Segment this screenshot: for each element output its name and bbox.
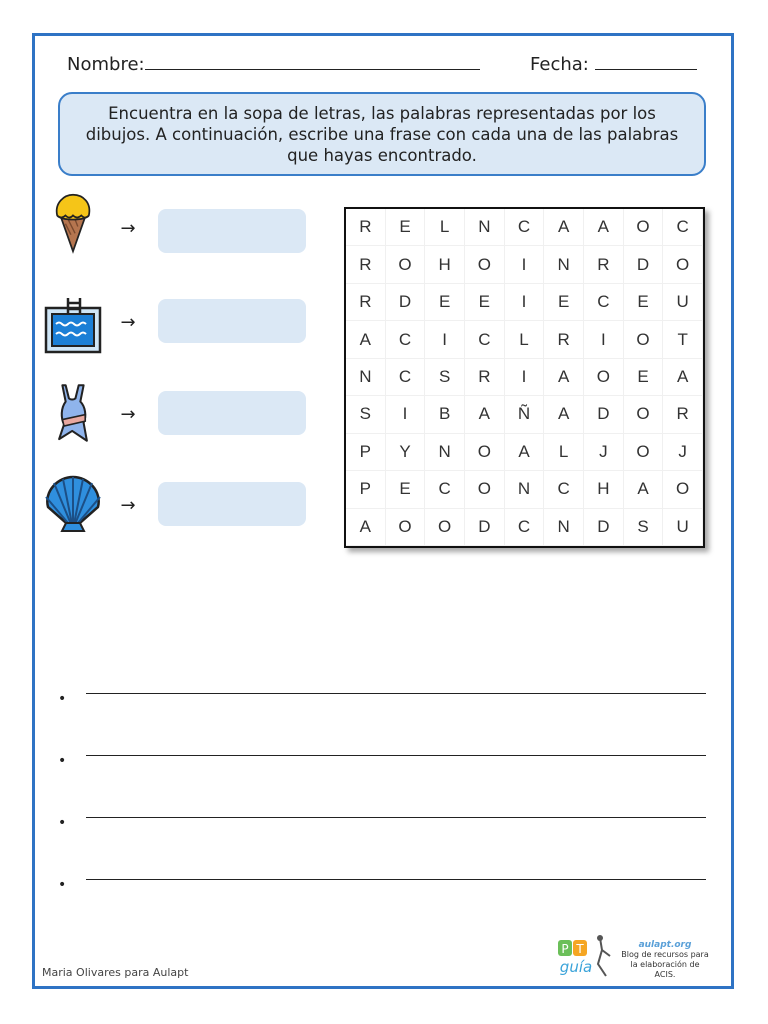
grid-cell[interactable]: R bbox=[584, 246, 624, 283]
logo-caption bbox=[620, 940, 710, 980]
grid-cell[interactable]: L bbox=[425, 209, 465, 246]
grid-cell[interactable]: E bbox=[386, 209, 426, 246]
grid-cell[interactable]: I bbox=[505, 246, 545, 283]
date-line[interactable] bbox=[595, 53, 697, 70]
grid-cell[interactable]: Ñ bbox=[505, 396, 545, 433]
date-field[interactable] bbox=[530, 53, 697, 75]
grid-cell[interactable]: C bbox=[505, 509, 545, 546]
grid-cell[interactable]: S bbox=[425, 359, 465, 396]
sentence-line-4[interactable] bbox=[86, 879, 706, 880]
grid-cell[interactable]: H bbox=[584, 471, 624, 508]
grid-cell[interactable]: J bbox=[663, 434, 703, 471]
grid-cell[interactable]: P bbox=[346, 434, 386, 471]
grid-cell[interactable]: E bbox=[544, 284, 584, 321]
grid-cell[interactable]: L bbox=[544, 434, 584, 471]
svg-text:T: T bbox=[576, 942, 584, 956]
bullet: • bbox=[58, 877, 67, 893]
grid-cell[interactable]: D bbox=[584, 509, 624, 546]
answer-box-3[interactable] bbox=[158, 391, 306, 435]
grid-cell[interactable]: R bbox=[346, 246, 386, 283]
grid-cell[interactable]: I bbox=[584, 321, 624, 358]
grid-cell[interactable]: E bbox=[624, 284, 664, 321]
bullet: • bbox=[58, 753, 67, 769]
grid-cell[interactable]: O bbox=[624, 209, 664, 246]
grid-cell[interactable]: O bbox=[465, 246, 505, 283]
grid-cell[interactable]: E bbox=[465, 284, 505, 321]
grid-cell[interactable]: C bbox=[663, 209, 703, 246]
grid-cell[interactable]: R bbox=[346, 209, 386, 246]
grid-cell[interactable]: R bbox=[465, 359, 505, 396]
grid-cell[interactable]: N bbox=[425, 434, 465, 471]
grid-cell[interactable]: O bbox=[584, 359, 624, 396]
date-label: Fecha: bbox=[530, 54, 589, 75]
grid-cell[interactable]: E bbox=[386, 471, 426, 508]
grid-cell[interactable]: C bbox=[386, 359, 426, 396]
grid-cell[interactable]: O bbox=[624, 396, 664, 433]
grid-cell[interactable]: D bbox=[584, 396, 624, 433]
arrow-icon: → bbox=[120, 404, 136, 425]
grid-cell[interactable]: O bbox=[624, 434, 664, 471]
grid-cell[interactable]: I bbox=[425, 321, 465, 358]
grid-cell[interactable]: E bbox=[624, 359, 664, 396]
grid-cell[interactable]: S bbox=[624, 509, 664, 546]
logo-tagline: Blog de recursos para la elaboración de ACIS. bbox=[621, 950, 709, 979]
answer-box-4[interactable] bbox=[158, 482, 306, 526]
grid-cell[interactable]: D bbox=[624, 246, 664, 283]
grid-cell[interactable]: A bbox=[544, 396, 584, 433]
grid-cell[interactable]: I bbox=[386, 396, 426, 433]
bullet: • bbox=[58, 691, 67, 707]
grid-cell[interactable]: R bbox=[663, 396, 703, 433]
grid-cell[interactable]: N bbox=[544, 509, 584, 546]
grid-cell[interactable]: O bbox=[386, 246, 426, 283]
swimsuit-icon bbox=[42, 382, 104, 444]
grid-cell[interactable]: O bbox=[465, 471, 505, 508]
grid-cell[interactable]: C bbox=[465, 321, 505, 358]
seashell-icon bbox=[42, 473, 104, 535]
grid-cell[interactable]: R bbox=[544, 321, 584, 358]
name-label: Nombre: bbox=[67, 54, 145, 75]
grid-cell[interactable]: A bbox=[663, 359, 703, 396]
sentence-line-2[interactable] bbox=[86, 755, 706, 756]
grid-cell[interactable]: C bbox=[386, 321, 426, 358]
grid-cell[interactable]: P bbox=[346, 471, 386, 508]
grid-cell[interactable]: A bbox=[346, 321, 386, 358]
grid-cell[interactable]: O bbox=[465, 434, 505, 471]
sentence-line-3[interactable] bbox=[86, 817, 706, 818]
grid-cell[interactable]: L bbox=[505, 321, 545, 358]
logo-url: aulapt.org bbox=[638, 940, 692, 950]
grid-cell[interactable]: I bbox=[505, 284, 545, 321]
svg-text:P: P bbox=[561, 942, 569, 956]
grid-cell[interactable]: O bbox=[663, 246, 703, 283]
arrow-icon: → bbox=[120, 218, 136, 239]
grid-cell[interactable]: U bbox=[663, 509, 703, 546]
grid-cell[interactable]: U bbox=[663, 284, 703, 321]
grid-cell[interactable]: S bbox=[346, 396, 386, 433]
grid-cell[interactable]: J bbox=[584, 434, 624, 471]
name-field[interactable] bbox=[67, 53, 480, 75]
instruction-box: Encuentra en la sopa de letras, las palabras representadas por los dibujos. A continuación, escribe una frase con cada una de las palabras que hayas encontrado. bbox=[58, 92, 706, 176]
grid-cell[interactable]: N bbox=[346, 359, 386, 396]
grid-cell[interactable]: D bbox=[465, 509, 505, 546]
grid-cell[interactable]: T bbox=[663, 321, 703, 358]
grid-cell[interactable]: I bbox=[505, 359, 545, 396]
answer-box-2[interactable] bbox=[158, 299, 306, 343]
grid-cell[interactable]: N bbox=[505, 471, 545, 508]
grid-cell[interactable]: Y bbox=[386, 434, 426, 471]
grid-cell[interactable]: D bbox=[386, 284, 426, 321]
swimming-pool-icon bbox=[42, 294, 104, 356]
grid-cell[interactable]: A bbox=[465, 396, 505, 433]
grid-cell[interactable]: B bbox=[425, 396, 465, 433]
grid-cell[interactable]: A bbox=[505, 434, 545, 471]
grid-cell[interactable]: A bbox=[346, 509, 386, 546]
grid-cell[interactable]: A bbox=[624, 471, 664, 508]
bullet: • bbox=[58, 815, 67, 831]
answer-box-1[interactable] bbox=[158, 209, 306, 253]
arrow-icon: → bbox=[120, 312, 136, 333]
grid-cell[interactable]: N bbox=[465, 209, 505, 246]
grid-cell[interactable]: C bbox=[505, 209, 545, 246]
grid-cell[interactable]: N bbox=[544, 246, 584, 283]
grid-cell[interactable]: A bbox=[544, 359, 584, 396]
grid-cell[interactable]: O bbox=[624, 321, 664, 358]
grid-cell[interactable]: H bbox=[425, 246, 465, 283]
grid-cell[interactable]: O bbox=[386, 509, 426, 546]
grid-cell[interactable]: O bbox=[425, 509, 465, 546]
grid-cell[interactable]: C bbox=[584, 284, 624, 321]
svg-text:guía: guía bbox=[559, 958, 593, 976]
grid-cell[interactable]: R bbox=[346, 284, 386, 321]
grid-cell[interactable]: C bbox=[425, 471, 465, 508]
arrow-icon: → bbox=[120, 495, 136, 516]
grid-cell[interactable]: A bbox=[544, 209, 584, 246]
grid-cell[interactable]: C bbox=[544, 471, 584, 508]
ice-cream-cone-icon bbox=[42, 192, 104, 254]
grid-cell[interactable]: E bbox=[425, 284, 465, 321]
name-line[interactable] bbox=[145, 53, 480, 70]
author-credit: Maria Olivares para Aulapt bbox=[42, 966, 189, 979]
word-search-grid[interactable] bbox=[344, 207, 705, 548]
sentence-line-1[interactable] bbox=[86, 693, 706, 694]
grid-cell[interactable]: O bbox=[663, 471, 703, 508]
pt-guia-logo bbox=[556, 934, 616, 980]
grid-cell[interactable]: A bbox=[584, 209, 624, 246]
